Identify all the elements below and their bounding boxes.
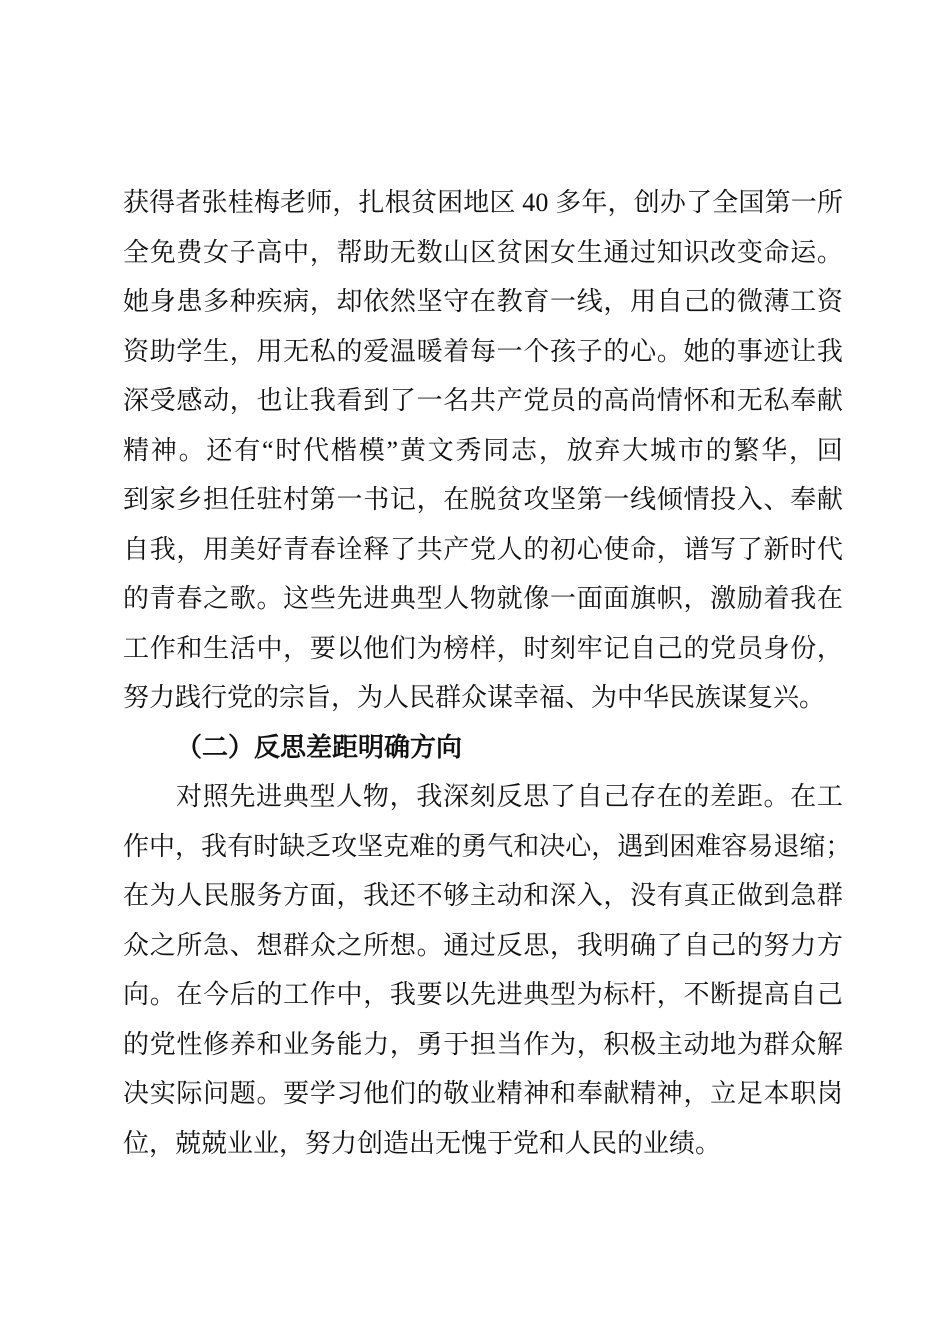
text-line: 她 身 患 多 种 疾 病 ， 却 依 然 坚 守 在 教 育 一 线 ， 用 自 己 的 微 薄 工 资 <box>123 287 843 316</box>
text-line: 众 之 所 急 、 想 群 众 之 所 想 。 通 过 反 思 ， 我 明 确 了 自 己 的 努 力 方 <box>123 930 843 960</box>
text-line: 获 得 者 张 桂 梅 老 师 ， 扎 根 贫 困 地 区 4 0 多 年 ， 创 办 了 全 国 第 一 所 <box>123 188 843 217</box>
text-line: 作 中 ， 我 有 时 缺 乏 攻 坚 克 难 的 勇 气 和 决 心 ， 遇 到 困 难 容 易 退 缩 ； <box>123 831 852 861</box>
text-line: 向 。 在 今 后 的 工 作 中 ， 我 要 以 先 进 典 型 为 标 杆 ， 不 断 提 高 自 己 <box>123 980 843 1009</box>
text-line: 对 照 先 进 典 型 人 物 ， 我 深 刻 反 思 了 自 己 存 在 的 差 距 。 在 工 <box>176 782 843 811</box>
text-line: 深 受 感 动 ， 也 让 我 看 到 了 一 名 共 产 党 员 的 高 尚 情 怀 和 无 私 奉 献 <box>123 386 843 415</box>
text-line: 工 作 和 生 活 中 ， 要 以 他 们 为 榜 样 ， 时 刻 牢 记 自 己 的 党 员 身 份 ， <box>123 633 843 663</box>
text-line: 努力践行党的宗旨，为人民群众谋幸福、为中华民族谋复兴。 <box>123 683 826 712</box>
text-line: 精 神 。 还 有 “ 时 代 楷 模 ” 黄 文 秀 同 志 ， 放 弃 大 城 市 的 繁 华 ， 回 <box>123 435 843 465</box>
text-line: 资 助 学 生 ， 用 无 私 的 爱 温 暖 着 每 一 个 孩 子 的 心 。 她 的 事 迹 让 我 <box>123 336 843 366</box>
text-line: 的 青 春 之 歌 。 这 些 先 进 典 型 人 物 就 像 一 面 面 旗 帜 ， 激 励 着 我 在 <box>123 584 843 613</box>
document-content <box>123 178 852 1168</box>
section-heading: （二）反思差距明确方向 <box>176 732 463 762</box>
text-line: 的 党 性 修 养 和 业 务 能 力 ， 勇 于 担 当 作 为 ， 积 极 主 动 地 为 群 众 解 <box>123 1029 843 1059</box>
text-line: 位，兢兢业业，努力创造出无愧于党和人民的业绩。 <box>123 1128 722 1158</box>
text-line: 在 为 人 民 服 务 方 面 ， 我 还 不 够 主 动 和 深 入 ， 没 有 真 正 做 到 急 群 <box>123 881 843 910</box>
text-line: 决 实 际 问 题 。 要 学 习 他 们 的 敬 业 精 神 和 奉 献 精 神 ， 立 足 本 职 岗 <box>123 1079 843 1108</box>
text-line: 全 免 费 女 子 高 中 ， 帮 助 无 数 山 区 贫 困 女 生 通 过 知 识 改 变 命 运 。 <box>123 237 843 267</box>
text-line: 到 家 乡 担 任 驻 村 第 一 书 记 ， 在 脱 贫 攻 坚 第 一 线 倾 情 投 入 、 奉 献 <box>123 485 843 514</box>
text-line: 自 我 ， 用 美 好 青 春 诠 释 了 共 产 党 人 的 初 心 使 命 ， 谱 写 了 新 时 代 <box>123 534 843 564</box>
